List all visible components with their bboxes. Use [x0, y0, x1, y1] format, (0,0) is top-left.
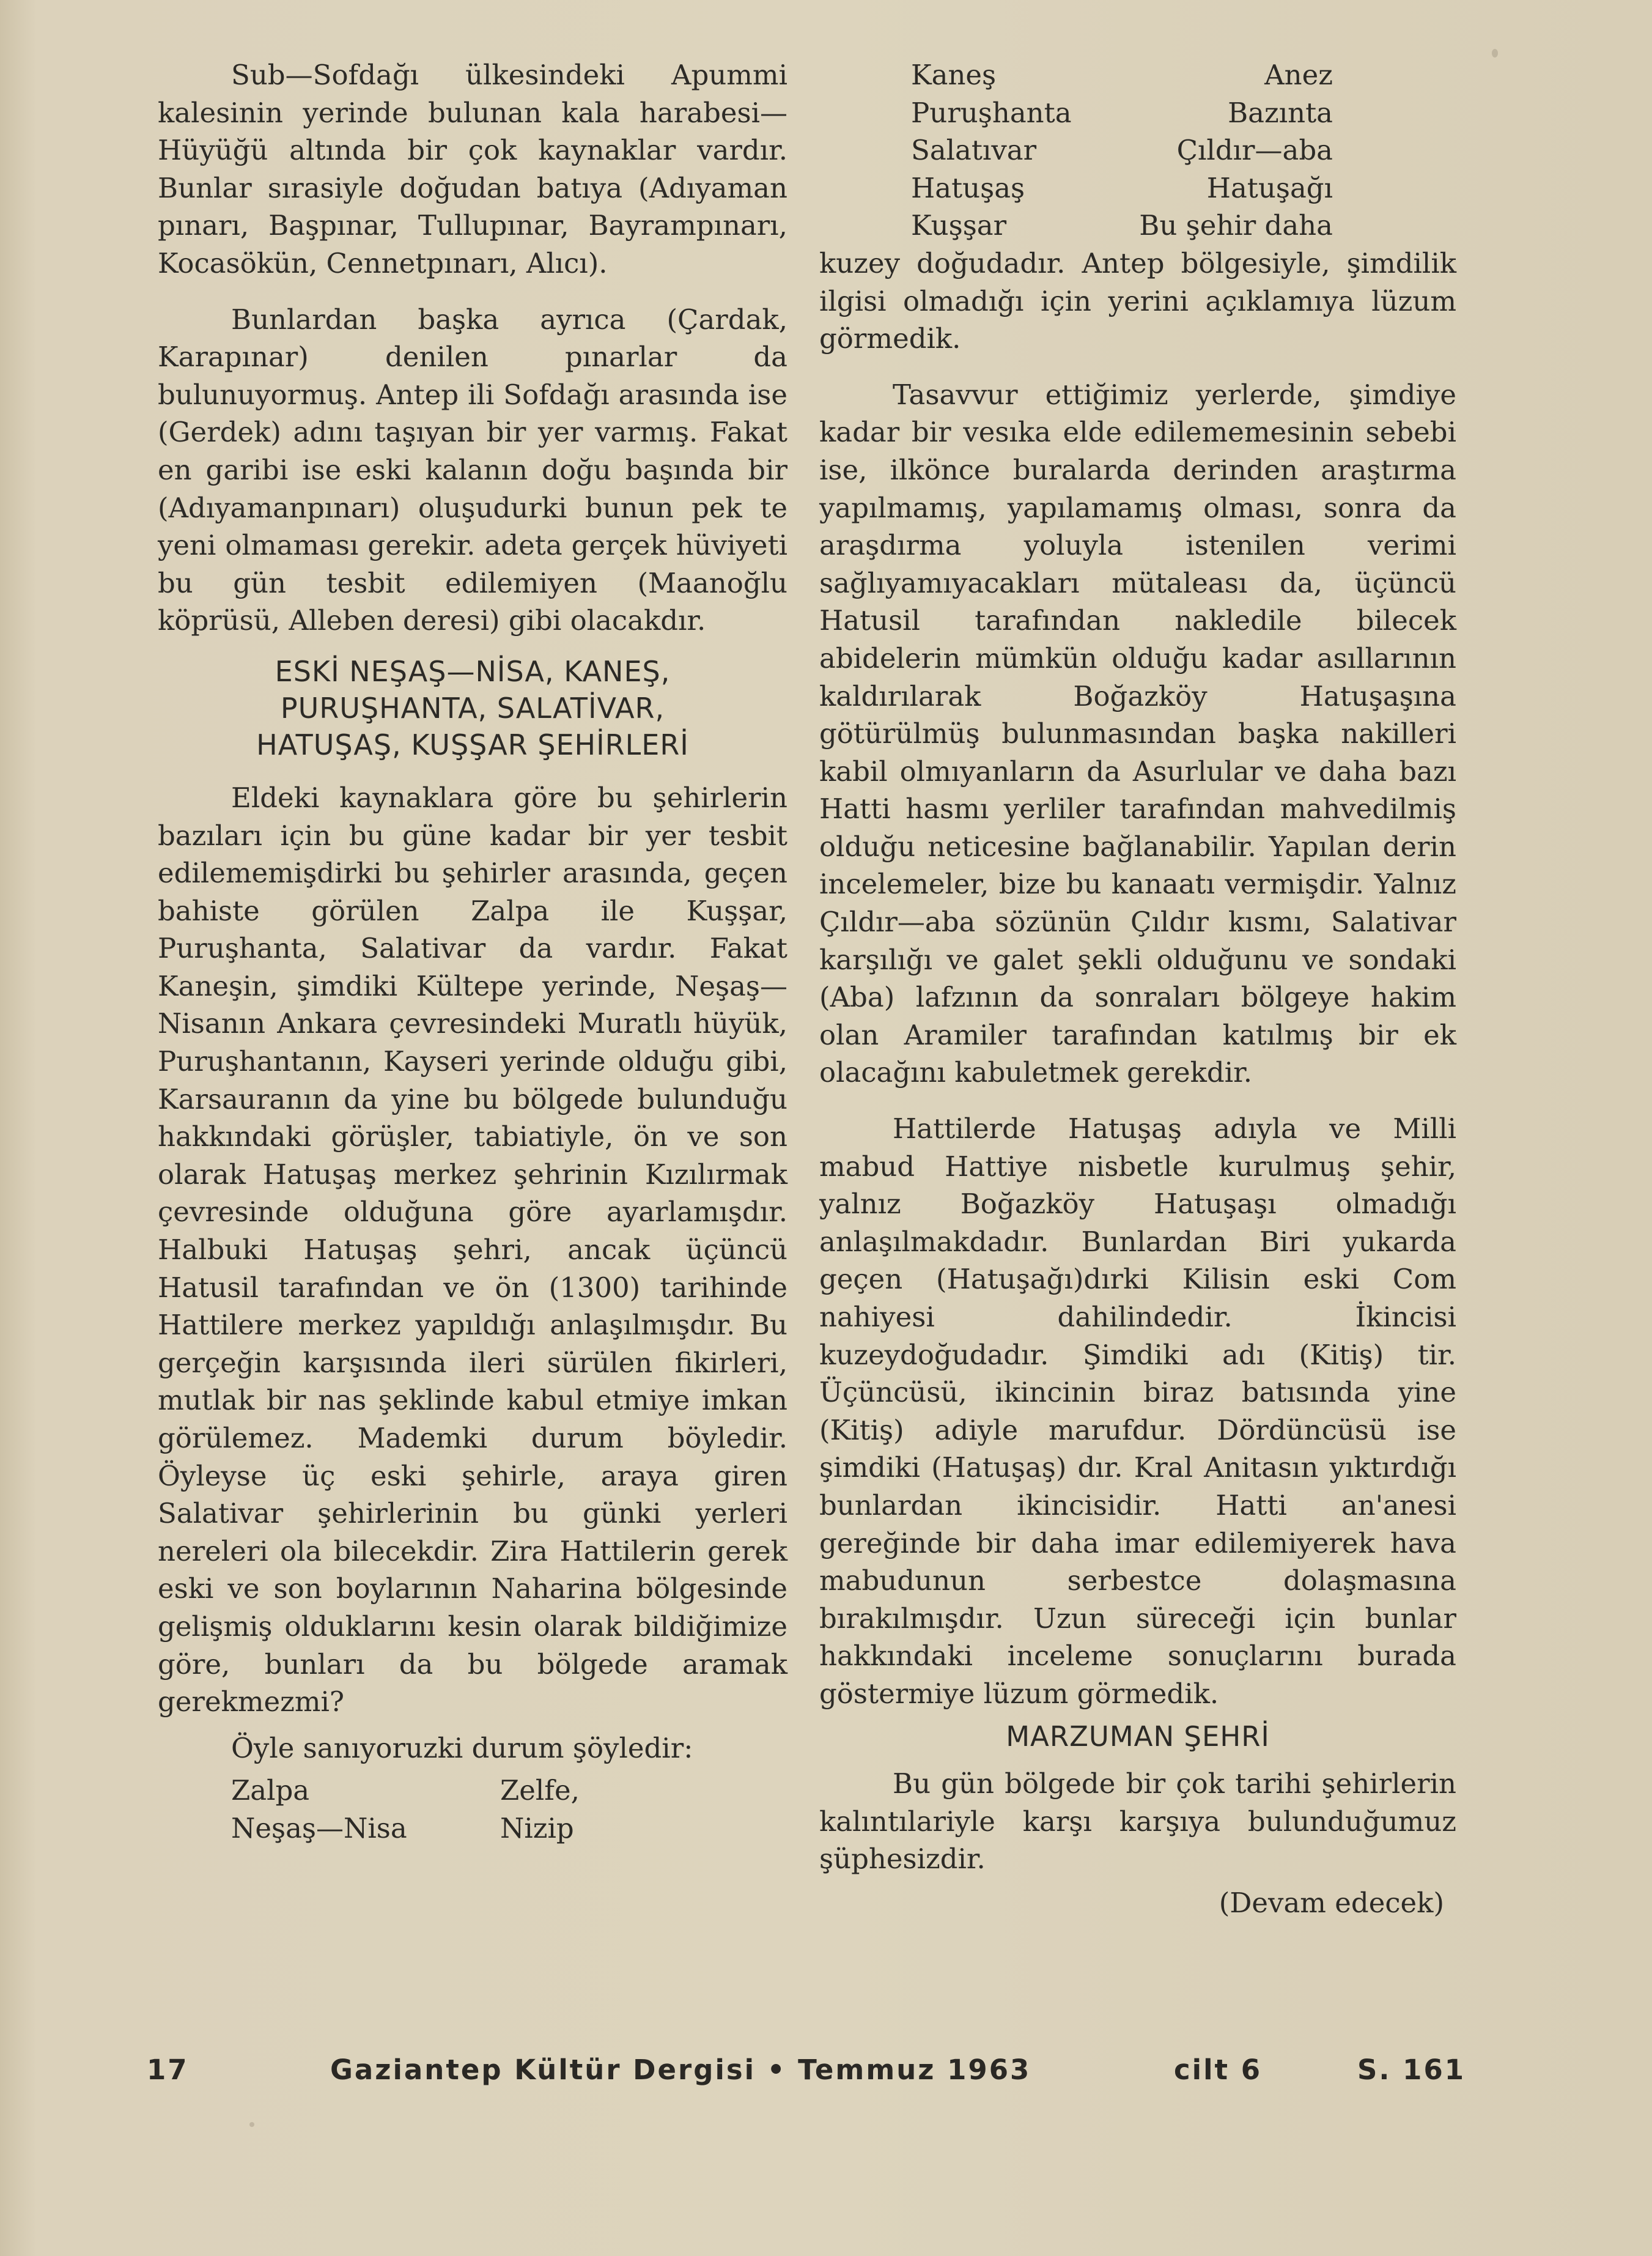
modern-name: Bazınta [1228, 96, 1333, 129]
ancient-name: Kuşşar [911, 209, 1007, 242]
modern-name: Nizip [500, 1811, 574, 1844]
section-heading [158, 653, 787, 763]
issue-number: S. 161 [1357, 2054, 1466, 2086]
ancient-name: Puruşhanta [911, 96, 1072, 129]
modern-name: Hatuşağı [1206, 171, 1333, 204]
modern-name: Bu şehir daha [1139, 209, 1333, 242]
paper-spot [1492, 49, 1498, 57]
ancient-name: Zalpa [231, 1774, 310, 1807]
page-footer [147, 2054, 1466, 2090]
city-pair [819, 207, 1456, 245]
paragraph: Hattilerde Hatuşaş adıyla ve Milli mabud Hattiye nisbetle kurulmuş şehir, yalnız Boğazköy Hatuşaşı olmadığı anlaşılmakdadır. Bunlardan Biri yukarda geçen (Hatuşağı)dırki Kilisin eski Com nahiyesi dahilindedir. İkincisi kuzeydoğudadır. Şimdiki adı (Kitiş) tir. Üçüncüsü, ikincinin biraz batısında yine (Kitiş) adiyle marufdur. Dördüncüsü ise şimdiki (Hatuşaş) dır. Kral Anitasın yıktırdığı bunlardan ikincisidir. Hatti an'anesi gereğinde bir daha imar edilemiyerek hava mabudunun serbestce dolaşmasına bırakılmışdır. Uzun süreceği için bunlar hakkındaki inceleme sonuçlarını burada göstermiye lüzum görmedik. [819, 1112, 1456, 1710]
continued-note: (Devam edecek) [1219, 1886, 1444, 1919]
city-pair [819, 56, 1456, 94]
paragraph: Sub—Sofdağı ülkesindeki Apummi kalesinin yerinde bulunan kala harabesi—Hüyüğü altında bir çok kaynaklar vardır. Bunlar sırasiyle doğudan batıya (Adıyaman pınarı, Başpınar, Tullupınar, Bayrampınarı, Kocasökün, Cennetpınarı, Alıcı). [158, 59, 787, 279]
ancient-name: Kaneş [911, 59, 997, 91]
paragraph: Bu gün bölgede bir çok tarihi şehirlerin kalıntılariyle karşı karşıya bulunduğumuz şüphesizdir. [819, 1767, 1456, 1876]
right-column [819, 56, 1456, 1922]
section-subtitle: MARZUMAN ŞEHRİ [1006, 1720, 1270, 1753]
heading-line: ESKİ NEŞAŞ—NİSA, KANEŞ, [275, 654, 671, 688]
volume: cilt 6 [1174, 2054, 1263, 2086]
city-pair [158, 1772, 787, 1810]
city-pairs [819, 56, 1456, 245]
left-column [158, 56, 787, 1847]
heading-line: HATUŞAŞ, KUŞŞAR ŞEHİRLERİ [256, 728, 689, 761]
paragraph: kuzey doğudadır. Antep bölgesiyle, şimdilik ilgisi olmadığı için yerini açıklamıya lüzum görmedik. [819, 246, 1456, 355]
city-pair [819, 131, 1456, 169]
modern-name: Anez [1264, 59, 1333, 91]
magazine-title: Gaziantep Kültür Dergisi • Temmuz 1963 [330, 2054, 1031, 2086]
page-number: 17 [147, 2054, 189, 2086]
city-pair [158, 1810, 787, 1847]
paragraph: Tasavvur ettiğimiz yerlerde, şimdiye kadar bir vesıka elde edilememesinin sebebi ise, ilkönce buralarda derinden araştırma yapılmamış, yapılamamış olması, sonra da araşdırma yoluyla istenilen verimi sağlıyamıyacakları mütaleası da, üçüncü Hatusil tarafından nakledile bilecek abidelerin mümkün olduğu kadar asıllarının kaldırılarak Boğazköy Hatuşaşına götürülmüş bulunmasından başka nakilleri kabil olmıyanların da Asurlular ve daha bazı Hatti hasmı yerliler tarafından mahvedilmiş olduğu neticesine bağlanabilir. Yapılan derin incelemeler, bize bu kanaatı vermişdir. Yalnız Çıldır—aba sözünün Çıldır kısmı, Salativar karşılığı ve galet şekli olduğunu ve sondaki (Aba) lafzının da sonraları bölgeye hakim olan Aramiler tarafından katılmış bir ek olacağını kabuletmek gerekdir. [819, 378, 1456, 1089]
modern-name: Çıldır—aba [1176, 134, 1333, 167]
paragraph: Öyle sanıyoruzki durum şöyledir: [231, 1731, 693, 1764]
ancient-name: Salatıvar [911, 134, 1037, 167]
ancient-name: Hatuşaş [911, 171, 1025, 204]
ancient-name: Neşaş—Nisa [231, 1811, 407, 1844]
city-pair [819, 169, 1456, 207]
paragraph: Eldeki kaynaklara göre bu şehirlerin bazıları için bu güne kadar bir yer tesbit edilememişdirki bu şehirler arasında, geçen bahiste görülen Zalpa ile Kuşşar, Puruşhanta, Salativar da vardır. Fakat Kaneşin, şimdiki Kültepe yerinde, Neşaş—Nisanın Ankara çevresindeki Muratlı hüyük, Puruşhantanın, Kayseri yerinde olduğu gibi, Karsauranın da yine bu bölgede bulunduğu hakkındaki görüşler, tabiatiyle, ön ve son olarak Hatuşaş merkez şehrinin Kızılırmak çevresinde olduğuna göre ayarlamışdır. Halbuki Hatuşaş şehri, ancak üçüncü Hatusil tarafından ve ön (1300) tarihinde Hattilere merkez yapıldığı anlaşılmışdır. Bu gerçeğin karşısında ileri sürülen fikirleri, mutlak bir nas şeklinde kabul etmiye imkan görülemez. Mademki durum böyledir. Öyleyse üç eski şehirle, araya giren Salativar şehirlerinin bu günki yerleri nereleri ola bilecekdir. Zira Hattilerin gerek eski ve son boylarının Naharina bölgesinde gelişmiş olduklarını kesin olarak bildiğimize göre, bunları da bu bölgede aramak gerekmezmi? [158, 781, 787, 1718]
paper-spot [249, 2122, 254, 2127]
city-pair [819, 94, 1456, 132]
city-pairs [158, 1772, 787, 1847]
paragraph: Bunlardan başka ayrıca (Çardak, Karapınar) denilen pınarlar da bulunuyormuş. Antep ili Sofdağı arasında ise (Gerdek) adını taşıyan bir yer varmış. Fakat en garibi ise eski kalanın doğu başında bir (Adıyamanpınarı) oluşudurki bunun pek te yeni olmaması gerekir. adeta gerçek hüviyeti bu gün tesbit edilemiyen (Maanoğlu köprüsü, Alleben deresi) gibi olacakdır. [158, 303, 787, 637]
heading-line: PURUŞHANTA, SALATİVAR, [280, 691, 665, 725]
modern-name: Zelfe, [500, 1774, 580, 1807]
